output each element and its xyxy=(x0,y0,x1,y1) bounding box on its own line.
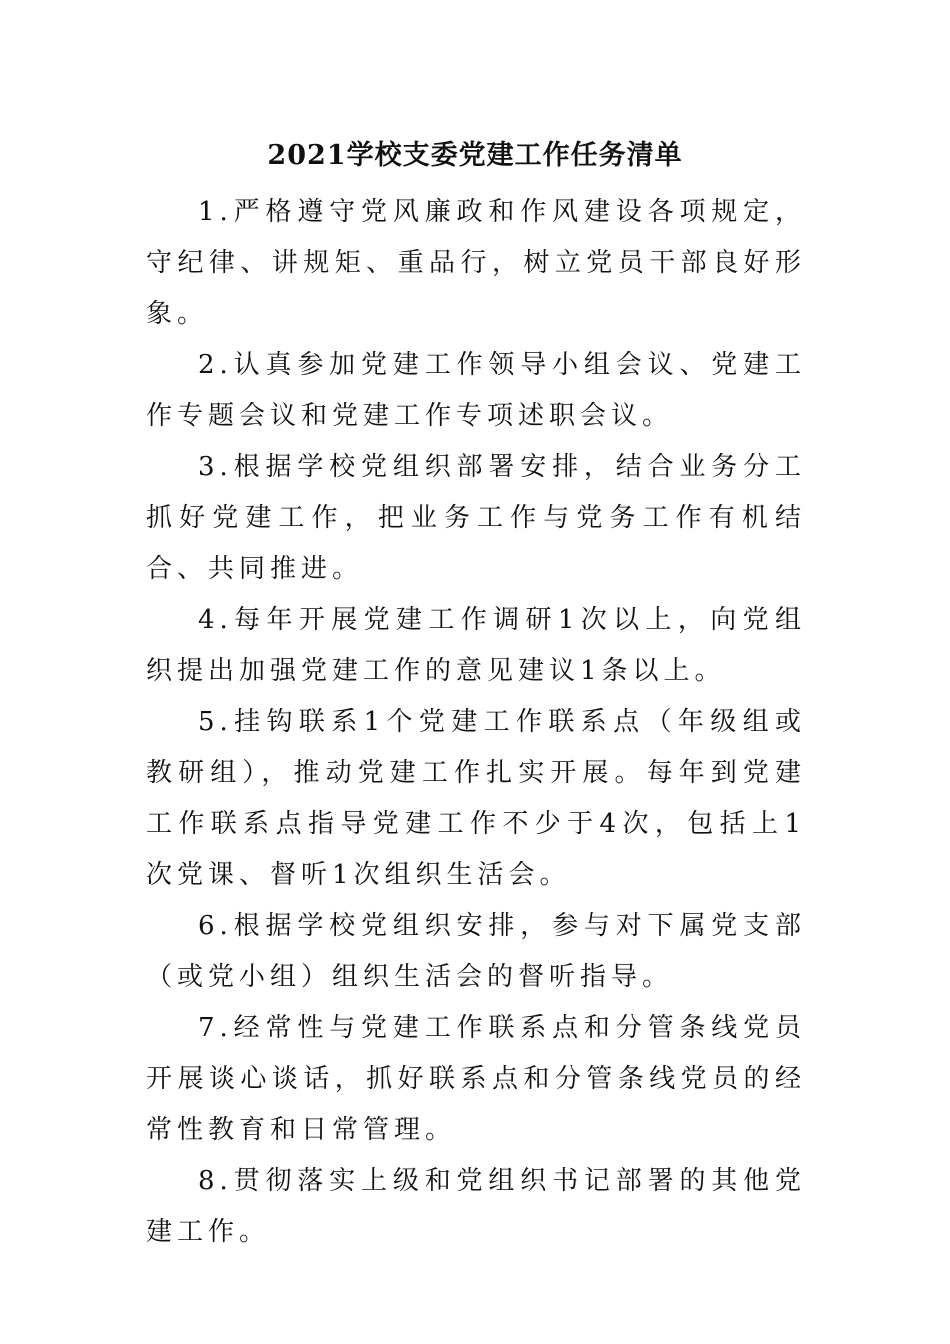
task-item-1: 1.严格遵守党风廉政和作风建设各项规定，守纪律、讲规矩、重品行，树立党员干部良好形象。 xyxy=(146,197,806,329)
task-item-7: 7.经常性与党建工作联系点和分管条线党员开展谈心谈话，抓好联系点和分管条线党员的经常性教育和日常管理。 xyxy=(146,1013,806,1145)
task-item-8: 8.贯彻落实上级和党组织书记部署的其他党建工作。 xyxy=(146,1166,806,1247)
task-item-6: 6.根据学校党组织安排，参与对下属党支部（或党小组）组织生活会的督听指导。 xyxy=(146,911,806,992)
task-item-2: 2.认真参加党建工作领导小组会议、党建工作专题会议和党建工作专项述职会议。 xyxy=(146,350,806,431)
task-item-3: 3.根据学校党组织部署安排，结合业务分工抓好党建工作，把业务工作与党务工作有机结合、共同推进。 xyxy=(146,452,806,584)
task-item-4: 4.每年开展党建工作调研1次以上，向党组织提出加强党建工作的意见建议1条以上。 xyxy=(146,605,806,686)
task-item-5: 5.挂钩联系1个党建工作联系点（年级组或教研组），推动党建工作扎实开展。每年到党建工作联系点指导党建工作不少于4次，包括上1次党课、督听1次组织生活会。 xyxy=(146,707,806,890)
task-list xyxy=(146,187,806,1258)
document-title: 2021学校支委党建工作任务清单 xyxy=(267,140,683,171)
